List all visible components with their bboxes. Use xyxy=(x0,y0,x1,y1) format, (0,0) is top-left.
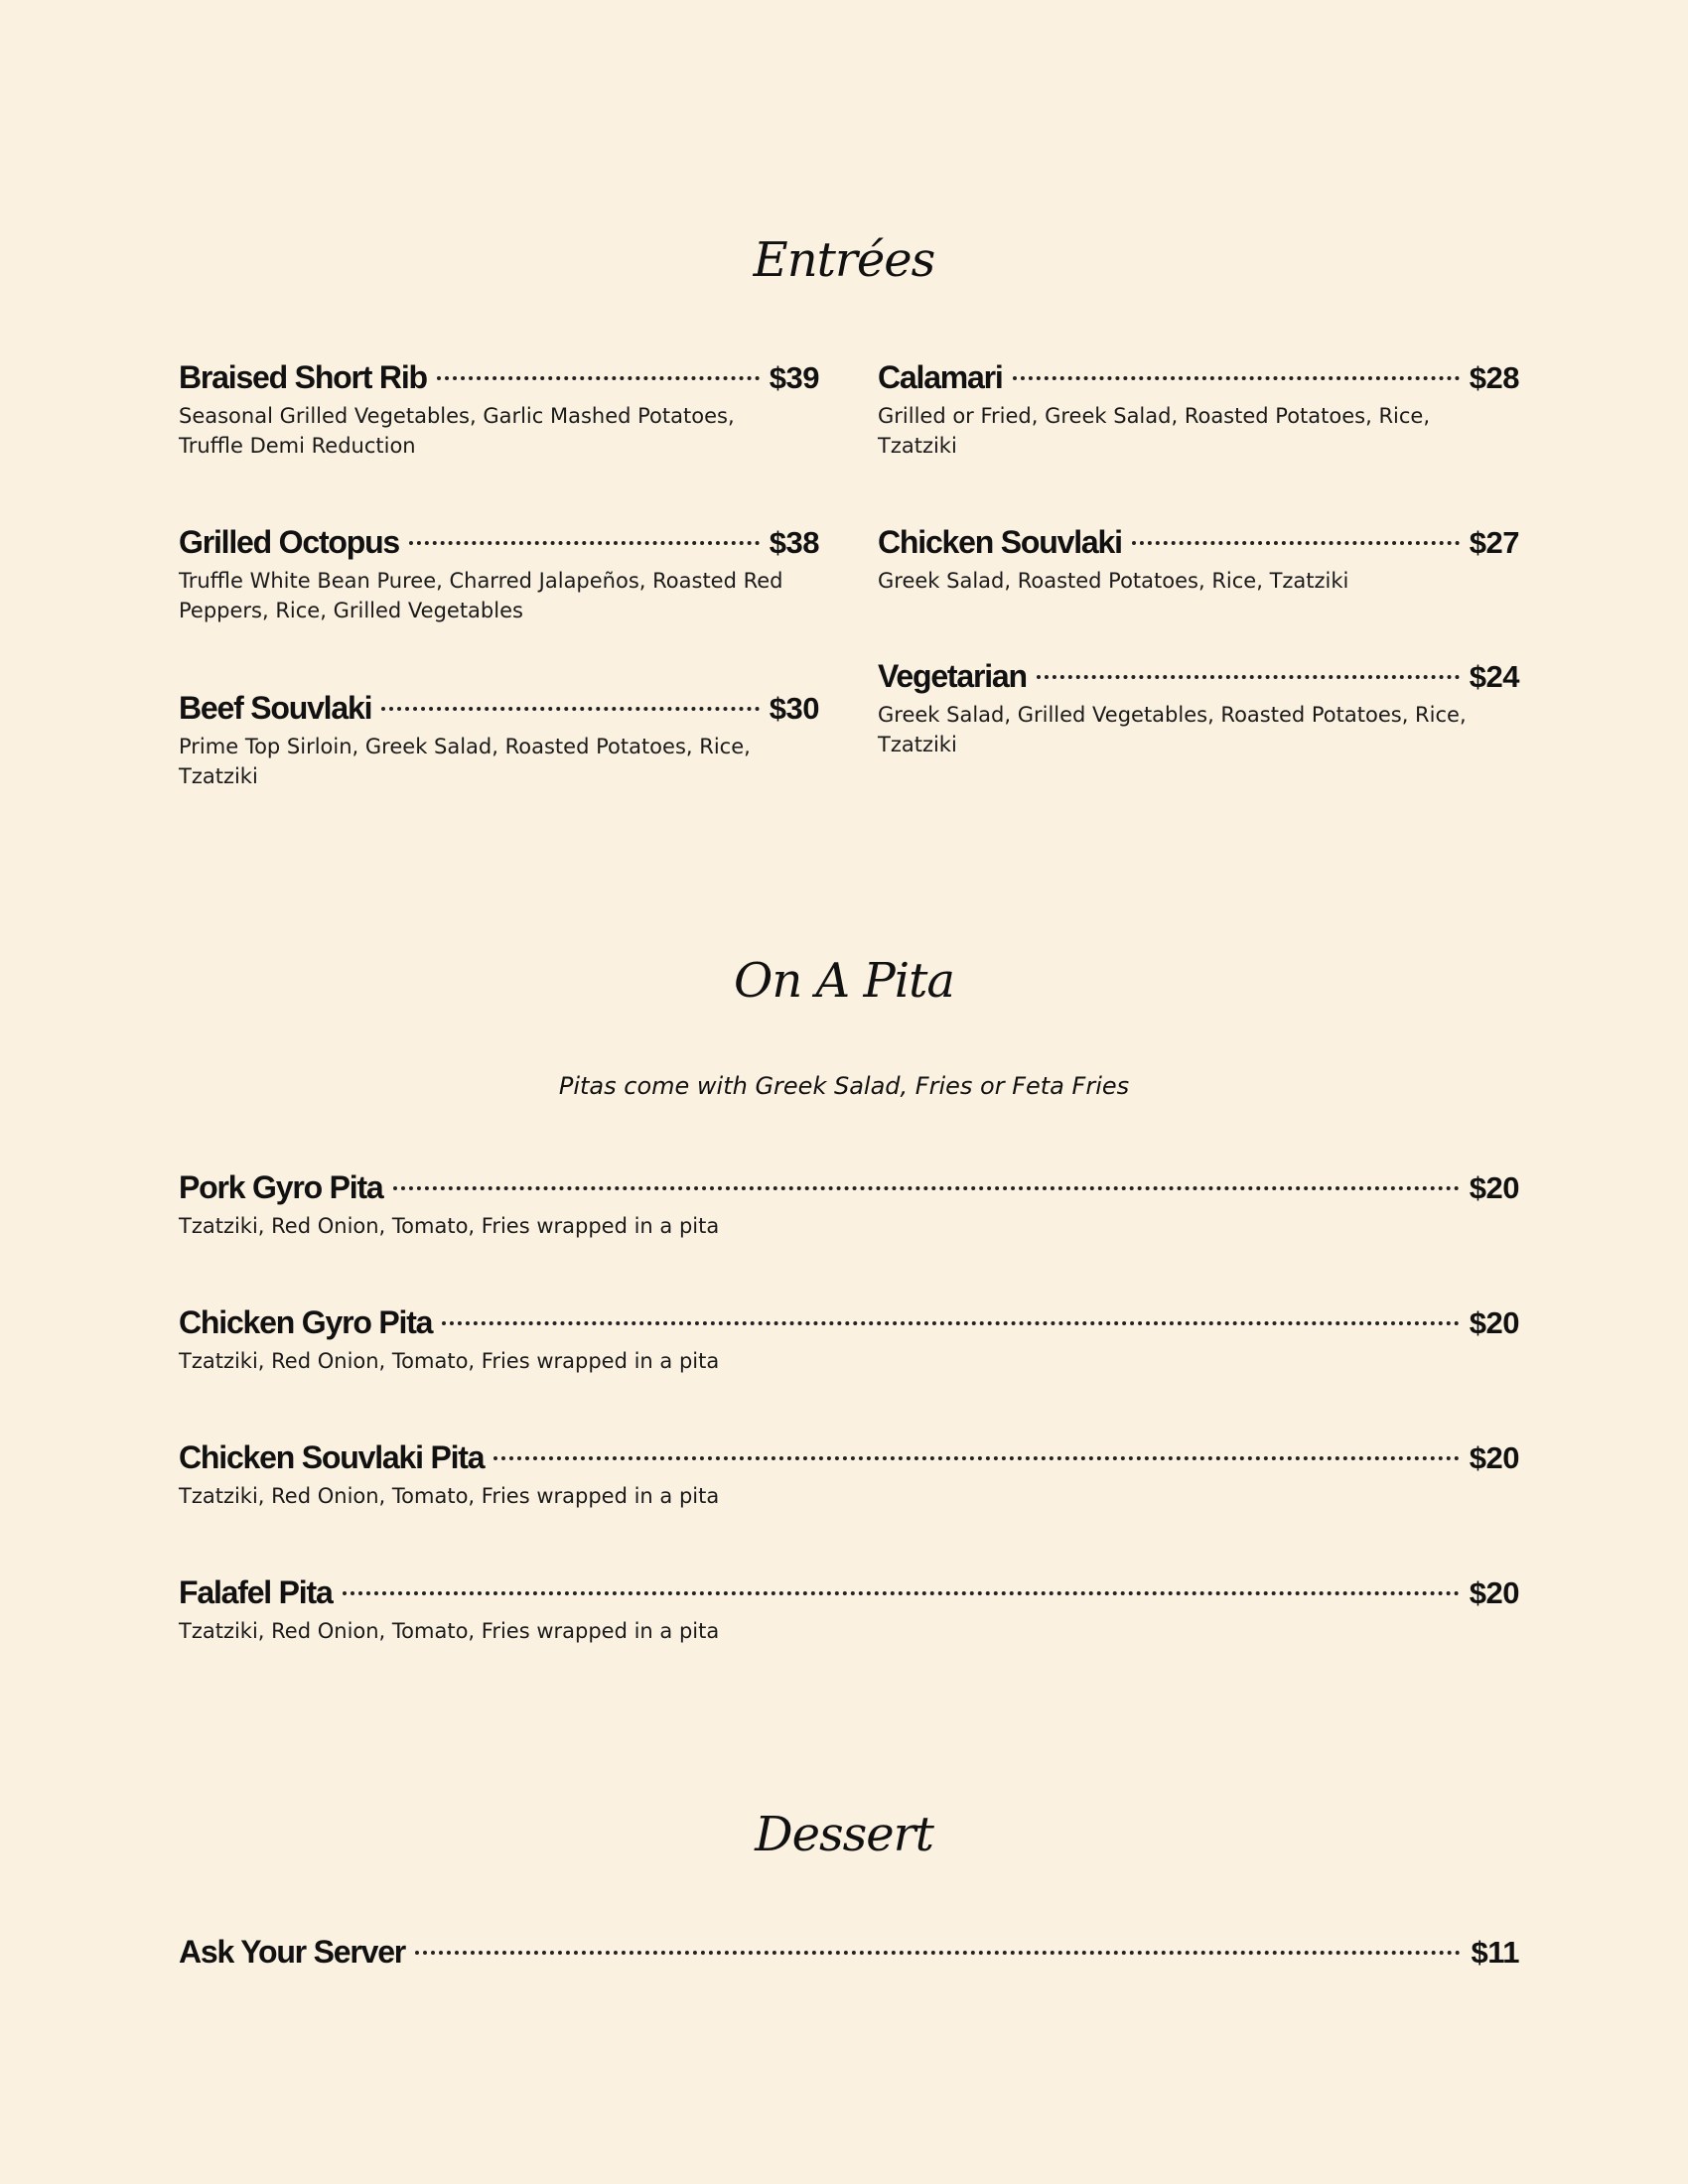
item-description: Tzatziki, Red Onion, Tomato, Fries wrapped in a pita xyxy=(179,1214,720,1238)
item-header xyxy=(179,1435,1519,1479)
item-header xyxy=(179,520,819,564)
item-description: Greek Salad, Roasted Potatoes, Rice, Tzatziki xyxy=(878,569,1349,593)
item-header xyxy=(179,355,819,399)
item-name: Chicken Souvlaki Pita xyxy=(179,1439,485,1475)
item-price: $20 xyxy=(1469,1440,1519,1475)
item-name: Pork Gyro Pita xyxy=(179,1169,383,1205)
dot-leader xyxy=(442,1321,1460,1325)
item-description: Tzatziki, Red Onion, Tomato, Fries wrapped in a pita xyxy=(179,1349,720,1373)
item-header xyxy=(878,520,1519,564)
item-price: $20 xyxy=(1469,1575,1519,1610)
pita-note: Pitas come with Greek Salad, Fries or Feta Fries xyxy=(558,1072,1130,1100)
item-header xyxy=(179,1570,1519,1614)
item-price: $27 xyxy=(1469,525,1519,560)
menu-item-pork-gyro-pita xyxy=(179,1165,1519,1241)
item-name: Vegetarian xyxy=(878,658,1027,694)
item-name: Ask Your Server xyxy=(179,1934,406,1970)
item-price: $11 xyxy=(1471,1935,1519,1970)
item-name: Grilled Octopus xyxy=(179,524,400,560)
menu-item-grilled-octopus xyxy=(179,520,819,625)
item-name: Braised Short Rib xyxy=(179,359,427,395)
item-price: $20 xyxy=(1469,1170,1519,1205)
dot-leader xyxy=(409,541,760,545)
dot-leader xyxy=(381,707,760,711)
menu-item-ask-your-server xyxy=(179,1930,1519,1974)
item-header xyxy=(179,1300,1519,1344)
item-name: Beef Souvlaki xyxy=(179,690,372,726)
item-description: Tzatziki, Red Onion, Tomato, Fries wrapped in a pita xyxy=(179,1619,720,1643)
section-title-on-a-pita: On A Pita xyxy=(734,953,954,1009)
dot-leader xyxy=(493,1456,1459,1460)
menu-item-falafel-pita xyxy=(179,1570,1519,1646)
menu-item-chicken-gyro-pita xyxy=(179,1300,1519,1376)
item-price: $30 xyxy=(769,691,819,726)
item-header xyxy=(179,686,819,730)
item-header xyxy=(179,1165,1519,1209)
item-name: Calamari xyxy=(878,359,1003,395)
item-name: Chicken Souvlaki xyxy=(878,524,1122,560)
section-title-dessert: Dessert xyxy=(755,1807,933,1862)
item-description: Truffle White Bean Puree, Charred Jalapeños, Roasted Red Peppers, Rice, Grilled Vegetables xyxy=(179,569,783,622)
menu-item-chicken-souvlaki xyxy=(878,520,1519,596)
item-description: Grilled or Fried, Greek Salad, Roasted Potatoes, Rice, Tzatziki xyxy=(878,404,1431,458)
dot-leader xyxy=(415,1951,1461,1955)
item-header xyxy=(878,355,1519,399)
item-description: Seasonal Grilled Vegetables, Garlic Mashed Potatoes, Truffle Demi Reduction xyxy=(179,404,735,458)
menu-item-chicken-souvlaki-pita xyxy=(179,1435,1519,1511)
dot-leader xyxy=(437,376,760,380)
item-description: Tzatziki, Red Onion, Tomato, Fries wrapped in a pita xyxy=(179,1484,720,1508)
dot-leader xyxy=(1132,541,1460,545)
menu-item-vegetarian xyxy=(878,654,1519,759)
item-name: Chicken Gyro Pita xyxy=(179,1304,433,1340)
section-title-entrees: Entrées xyxy=(753,232,935,288)
menu-item-braised-short-rib xyxy=(179,355,819,461)
item-description: Greek Salad, Grilled Vegetables, Roasted Potatoes, Rice, Tzatziki xyxy=(878,703,1467,756)
menu-item-beef-souvlaki xyxy=(179,686,819,791)
item-price: $39 xyxy=(769,360,819,395)
item-description: Prime Top Sirloin, Greek Salad, Roasted Potatoes, Rice, Tzatziki xyxy=(179,735,751,788)
item-price: $24 xyxy=(1469,659,1519,694)
item-name: Falafel Pita xyxy=(179,1574,333,1610)
item-price: $38 xyxy=(769,525,819,560)
item-price: $28 xyxy=(1469,360,1519,395)
dot-leader xyxy=(393,1186,1460,1190)
item-price: $20 xyxy=(1469,1305,1519,1340)
item-header xyxy=(179,1930,1519,1974)
dot-leader xyxy=(1013,376,1460,380)
dot-leader xyxy=(343,1591,1460,1595)
dot-leader xyxy=(1037,675,1460,679)
item-header xyxy=(878,654,1519,698)
menu-item-calamari xyxy=(878,355,1519,461)
